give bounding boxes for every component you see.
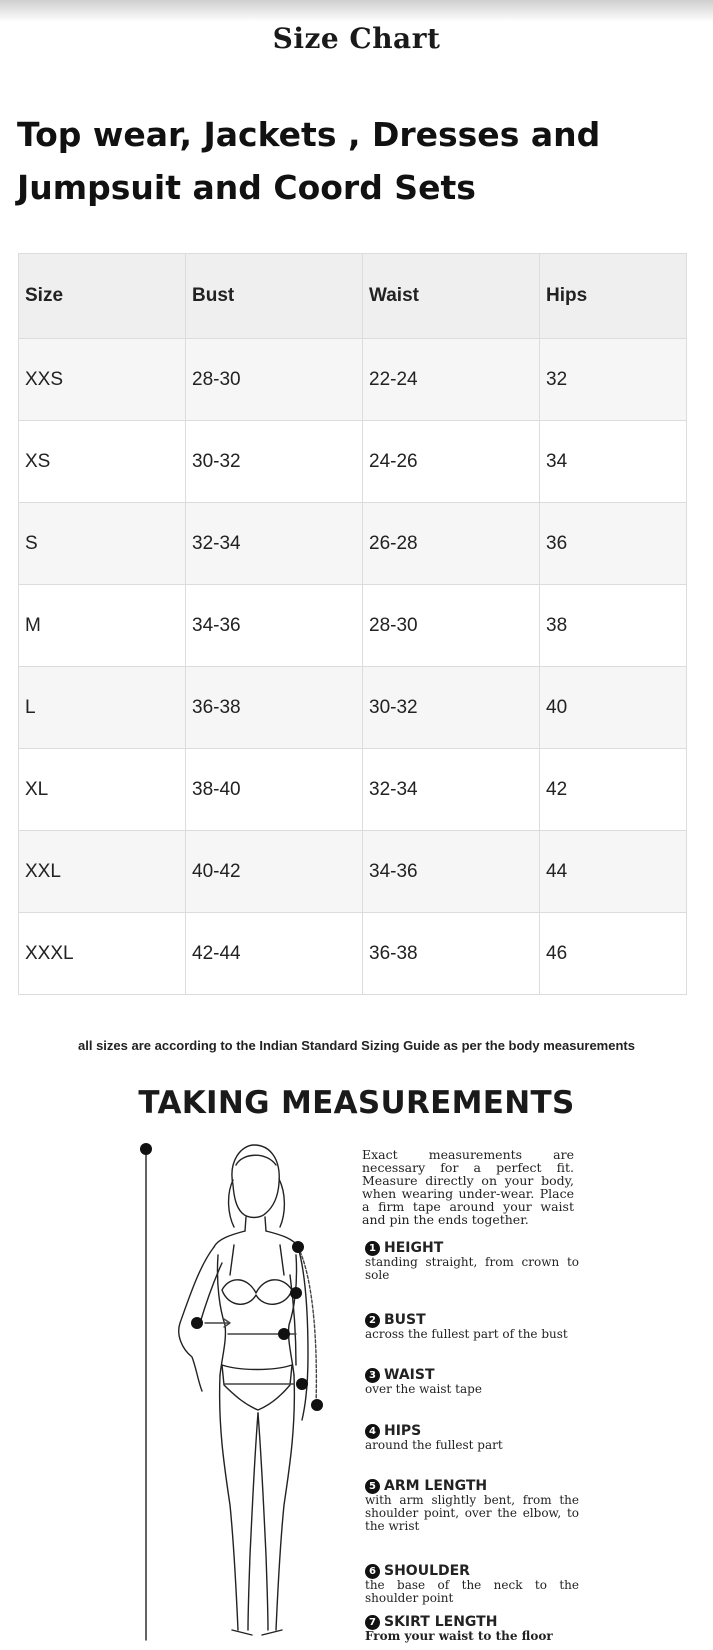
cell-waist: 30-32: [363, 667, 540, 749]
measurement-label: SKIRT LENGTH: [384, 1614, 498, 1630]
figure-hair: [229, 1155, 285, 1227]
cell-waist: 36-38: [363, 913, 540, 995]
measurement-label: ARM LENGTH: [384, 1478, 488, 1494]
marker-6-icon: [292, 1241, 304, 1253]
measurement-label: HEIGHT: [384, 1240, 444, 1256]
measurement-label: BUST: [384, 1312, 426, 1328]
number-badge: 6: [365, 1564, 380, 1579]
figure-briefs: [222, 1365, 292, 1410]
figure-left-leg: [220, 1375, 258, 1630]
top-shadow-bar: [0, 0, 713, 22]
cell-hips: 40: [540, 667, 687, 749]
measurement-label: WAIST: [384, 1367, 435, 1383]
cell-waist: 24-26: [363, 421, 540, 503]
measurement-label: SHOULDER: [384, 1563, 470, 1579]
cell-hips: 42: [540, 749, 687, 831]
number-badge: 1: [365, 1241, 380, 1256]
cell-waist: 34-36: [363, 831, 540, 913]
measurement-label: HIPS: [384, 1423, 422, 1439]
measurements-title: TAKING MEASUREMENTS: [138, 1085, 575, 1121]
header-bust: Bust: [186, 254, 363, 339]
figure-shoulders: [214, 1231, 298, 1247]
table-row: [19, 339, 687, 421]
cell-waist: 22-24: [363, 339, 540, 421]
header-waist: Waist: [363, 254, 540, 339]
cell-hips: 38: [540, 585, 687, 667]
cell-size: XL: [19, 749, 186, 831]
measurement-desc: standing straight, from crown to sole: [365, 1255, 579, 1282]
cell-bust: 38-40: [186, 749, 363, 831]
cell-size: XXXL: [19, 913, 186, 995]
header-size: Size: [19, 254, 186, 339]
measurement-item-hips: [365, 1423, 579, 1452]
cell-waist: 28-30: [363, 585, 540, 667]
cell-size: L: [19, 667, 186, 749]
figure-neck: [245, 1217, 266, 1231]
measurements-intro: Exact measurements are necessary for a perfect fit. Measure directly on your body, when wearing under-wear. Place a firm tape around your waist and pin the ends together.: [362, 1147, 574, 1227]
section-title-line-1: Top wear, Jackets , Dresses and: [17, 115, 601, 154]
number-badge: 7: [365, 1615, 380, 1630]
measurement-item-skirt-length: [365, 1614, 579, 1643]
measurement-item-arm-length: [365, 1478, 579, 1533]
number-badge: 3: [365, 1368, 380, 1383]
measurement-item-height: [365, 1240, 579, 1282]
measurement-desc: across the fullest part of the bust: [365, 1327, 568, 1341]
figure-feet: [232, 1630, 282, 1635]
marker-5-icon: [311, 1399, 323, 1411]
header-hips: Hips: [540, 254, 687, 339]
cell-hips: 36: [540, 503, 687, 585]
table-row: [19, 831, 687, 913]
cell-size: XXS: [19, 339, 186, 421]
cell-size: XXL: [19, 831, 186, 913]
cell-size: S: [19, 503, 186, 585]
cell-waist: 26-28: [363, 503, 540, 585]
cell-bust: 36-38: [186, 667, 363, 749]
marker-3-icon: [278, 1328, 290, 1340]
cell-size: XS: [19, 421, 186, 503]
cell-size: M: [19, 585, 186, 667]
marker-2-icon: [290, 1287, 302, 1299]
marker-4-icon: [296, 1378, 308, 1390]
cell-bust: 40-42: [186, 831, 363, 913]
measurement-item-shoulder: [365, 1563, 579, 1605]
table-row: [19, 421, 687, 503]
table-header-row: [19, 254, 687, 339]
figure-right-leg: [258, 1375, 294, 1630]
page-title: Size Chart: [272, 22, 441, 55]
cell-waist: 32-34: [363, 749, 540, 831]
section-title: [17, 108, 657, 214]
figure-bra: [222, 1245, 292, 1304]
skirt-arrow: [205, 1319, 230, 1327]
measurement-desc: with arm slightly bent, from the shoulder point, over the elbow, to the wrist: [365, 1493, 579, 1533]
marker-1-icon: [140, 1143, 152, 1155]
measurement-desc: over the waist tape: [365, 1382, 482, 1396]
measurement-desc: the base of the neck to the shoulder point: [365, 1578, 579, 1605]
cell-bust: 28-30: [186, 339, 363, 421]
cell-bust: 42-44: [186, 913, 363, 995]
section-title-line-2: Jumpsuit and Coord Sets: [17, 168, 476, 207]
marker-7-icon: [191, 1317, 203, 1329]
table-row: [19, 749, 687, 831]
number-badge: 5: [365, 1479, 380, 1494]
cell-hips: 44: [540, 831, 687, 913]
table-row: [19, 667, 687, 749]
figure-torso-left: [217, 1255, 225, 1375]
measurement-item-waist: [365, 1367, 579, 1396]
table-row: [19, 913, 687, 995]
table-row: [19, 585, 687, 667]
body-measurement-figure: [130, 1135, 370, 1650]
number-badge: 2: [365, 1313, 380, 1328]
size-chart-table: [18, 253, 687, 995]
measurement-desc: around the fullest part: [365, 1438, 503, 1452]
cell-hips: 32: [540, 339, 687, 421]
measurement-desc: From your waist to the floor: [365, 1629, 553, 1643]
cell-hips: 46: [540, 913, 687, 995]
cell-hips: 34: [540, 421, 687, 503]
cell-bust: 30-32: [186, 421, 363, 503]
cell-bust: 32-34: [186, 503, 363, 585]
measurement-item-bust: [365, 1312, 579, 1341]
number-badge: 4: [365, 1424, 380, 1439]
table-row: [19, 503, 687, 585]
cell-bust: 34-36: [186, 585, 363, 667]
sizing-note: all sizes are according to the Indian Standard Sizing Guide as per the body measurements: [78, 1038, 635, 1053]
